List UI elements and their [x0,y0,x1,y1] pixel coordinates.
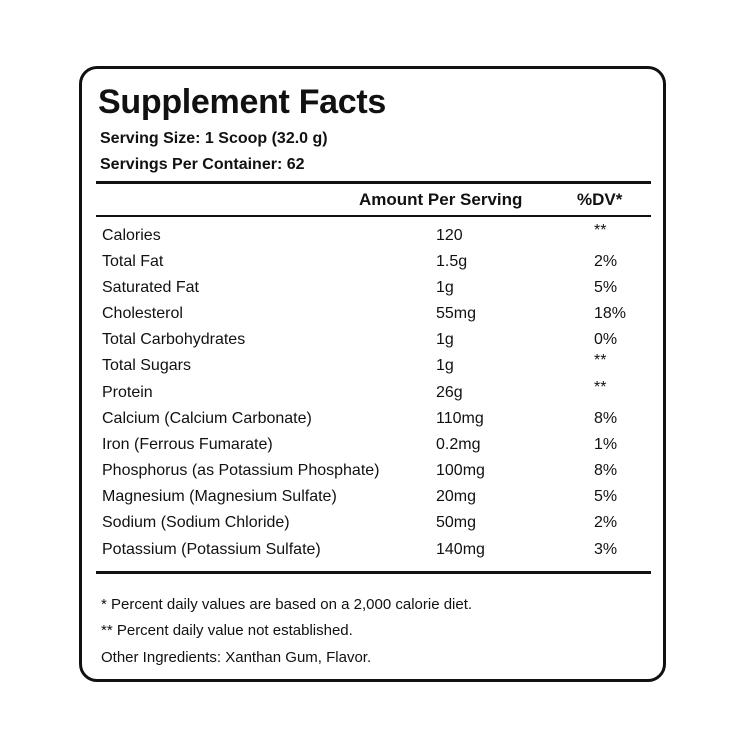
nutrient-amount: 0.2mg [436,436,481,453]
footnote-not-established: ** Percent daily value not established. [101,622,353,639]
thick-rule-bottom [96,571,651,574]
nutrient-amount: 50mg [436,514,477,531]
nutrient-amount: 100mg [436,462,485,479]
table-row [0,303,750,325]
nutrient-name: Potassium (Potassium Sulfate) [102,541,321,558]
nutrient-name: Sodium (Sodium Chloride) [102,514,290,531]
nutrient-amount: 1g [436,331,454,348]
nutrient-dv: 1% [594,436,618,453]
nutrient-name: Protein [102,384,153,401]
nutrient-dv: ** [594,352,607,369]
table-row [0,222,750,247]
table-row [0,539,750,561]
nutrient-name: Phosphorus (as Potassium Phosphate) [102,462,380,479]
nutrient-amount: 1.5g [436,253,468,270]
nutrient-dv: 8% [594,410,618,427]
nutrient-name: Iron (Ferrous Fumarate) [102,436,273,453]
nutrient-dv: 0% [594,331,618,348]
nutrient-dv: 8% [594,462,618,479]
panel-title: Supplement Facts [98,83,387,121]
table-row [0,277,750,299]
servings-per-container: Servings Per Container: 62 [100,156,305,173]
thick-rule-top [96,181,651,184]
table-row [0,512,750,534]
nutrient-name: Calcium (Calcium Carbonate) [102,410,312,427]
footnote-daily-values: * Percent daily values are based on a 2,000 calorie diet. [101,596,473,613]
table-row [0,379,750,404]
nutrient-amount: 20mg [436,488,477,505]
table-row [0,460,750,482]
nutrient-name: Total Fat [102,253,164,270]
header-rule [96,215,651,217]
nutrient-dv: ** [594,379,607,396]
serving-size: Serving Size: 1 Scoop (32.0 g) [100,130,328,147]
nutrient-amount: 110mg [436,410,484,427]
nutrient-amount: 1g [436,357,454,374]
nutrient-dv: 2% [594,253,618,270]
nutrient-amount: 140mg [436,541,485,558]
nutrient-dv: 2% [594,514,618,531]
nutrient-amount: 26g [436,384,463,401]
amount-per-serving-header: Amount Per Serving [359,190,523,209]
nutrient-amount: 120 [436,227,463,244]
nutrient-dv: 3% [594,541,618,558]
nutrient-name: Cholesterol [102,305,183,322]
nutrient-dv: 5% [594,279,618,296]
table-row [0,352,750,377]
nutrient-dv: 18% [594,305,627,322]
table-row [0,486,750,508]
nutrient-amount: 1g [436,279,454,296]
nutrient-amount: 55mg [436,305,477,322]
nutrient-name: Total Carbohydrates [102,331,246,348]
nutrient-dv: 5% [594,488,618,505]
nutrient-name: Magnesium (Magnesium Sulfate) [102,488,337,505]
nutrient-name: Total Sugars [102,357,191,374]
nutrient-name: Saturated Fat [102,279,199,296]
nutrient-dv: ** [594,222,607,239]
table-row [0,434,750,456]
table-row [0,251,750,273]
table-row [0,329,750,351]
other-ingredients: Other Ingredients: Xanthan Gum, Flavor. [101,649,372,666]
dv-header: %DV* [577,190,623,209]
nutrient-name: Calories [102,227,161,244]
table-row [0,408,750,430]
